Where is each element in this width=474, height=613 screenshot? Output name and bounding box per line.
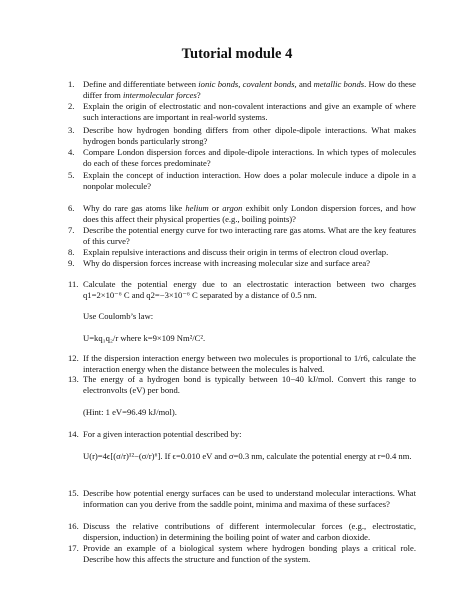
question-text: Describe the potential energy curve for two interacting rare gas atoms. What are the key features of this curve? xyxy=(83,225,416,246)
question-number: 4. xyxy=(68,147,75,157)
question-14 xyxy=(68,429,416,440)
question-number: 11. xyxy=(68,279,79,289)
question-12 xyxy=(68,353,416,374)
text-run: . How do these differ from xyxy=(83,79,416,100)
question-number: 5. xyxy=(68,170,75,180)
question-text: Why do dispersion forces increase with increasing molecular size and surface area? xyxy=(83,258,371,268)
question-text: Explain repulsive interactions and discuss their origin in terms of electron cloud overlap. xyxy=(83,247,389,257)
page-title: Tutorial module 4 xyxy=(181,46,293,62)
emphasis-text: helium xyxy=(185,203,209,213)
question-17 xyxy=(68,543,416,564)
question-text: If the dispersion interaction energy between two molecules is proportional to 1/r6, calculate the interaction energy when the distance between the molecules is halved. xyxy=(83,353,416,374)
text-run: Why do rare gas atoms like xyxy=(83,203,186,213)
question-text: Explain the origin of electrostatic and non-covalent interactions and give an example of where such interactions are important in real-world systems. xyxy=(83,101,416,122)
text-run: and xyxy=(296,79,314,89)
question-number: 9. xyxy=(68,258,75,268)
question-2 xyxy=(68,101,416,122)
text-run: or xyxy=(208,203,223,213)
question-15 xyxy=(68,488,416,509)
question-4 xyxy=(68,147,416,168)
question-number: 7. xyxy=(68,225,75,235)
question-13-hint: (Hint: 1 eV=96.49 kJ/mol). xyxy=(83,407,177,417)
question-11-note: Use Coulomb’s law: xyxy=(83,311,154,321)
question-number: 12. xyxy=(68,353,79,363)
question-number: 2. xyxy=(68,101,75,111)
question-3 xyxy=(68,125,416,146)
question-14-formula: U(r)=4ϵ[(σ/r)¹²−(σ/r)⁶]. If ϵ=0.010 eV and σ=0.3 nm, calculate the potential energy at r=0.4 nm. xyxy=(83,451,412,461)
emphasis-text: ionic bonds, covalent bonds, xyxy=(198,79,297,89)
question-number: 3. xyxy=(68,125,75,135)
question-text: For a given interaction potential described by: xyxy=(83,429,242,439)
question-9 xyxy=(68,258,416,269)
question-text: Provide an example of a biological system where hydrogen bonding plays a critical role. Describe how this affects the structure and function of the system. xyxy=(83,543,416,564)
question-7 xyxy=(68,225,416,246)
question-11-formula: U=kq₁q₂/r where k=9×109 Nm²/C². xyxy=(83,333,206,343)
question-1 xyxy=(68,79,416,100)
question-text: Describe how potential energy surfaces can be used to understand molecular interactions. What information can you derive from the saddle point, minima and maxima of these surfaces? xyxy=(83,488,416,509)
question-text: The energy of a hydrogen bond is typically between 10−40 kJ/mol. Convert this range to electronvolts (eV) per bond. xyxy=(83,374,416,395)
question-number: 15. xyxy=(68,488,79,498)
emphasis-text: argon xyxy=(222,203,243,213)
emphasis-text: metallic bonds xyxy=(313,79,365,89)
question-number: 8. xyxy=(68,247,75,257)
question-text: Discuss the relative contributions of different intermolecular forces (e.g., electrostatic, dispersion, induction) in determining the boiling point of water and carbon dioxide. xyxy=(83,521,416,542)
question-11 xyxy=(68,279,416,300)
question-text: Calculate the potential energy due to an electrostatic interaction between two charges q1=2×10⁻⁶ C and q2=−3×10⁻⁶ C separated by a distance of 0.5 nm. xyxy=(83,279,416,300)
question-text xyxy=(83,79,416,100)
question-number: 14. xyxy=(68,429,79,439)
question-text: Explain the concept of induction interaction. How does a polar molecule induce a dipole in a nonpolar molecule? xyxy=(83,170,416,191)
question-number: 6. xyxy=(68,203,75,213)
question-8 xyxy=(68,247,416,258)
question-5 xyxy=(68,170,416,191)
question-text: Describe how hydrogen bonding differs from other dipole-dipole interactions. What makes hydrogen bonds particularly strong? xyxy=(83,125,416,146)
question-number: 1. xyxy=(68,79,75,89)
question-16 xyxy=(68,521,416,542)
text-run: exhibit only London dispersion forces, and how does this affect their physical properties (e.g., boiling points)? xyxy=(83,203,416,224)
question-text: Compare London dispersion forces and dipole-dipole interactions. In which types of molecules do each of these forces predominate? xyxy=(83,147,416,168)
question-13 xyxy=(68,374,416,395)
question-text xyxy=(83,203,416,224)
question-number: 16. xyxy=(68,521,79,531)
text-run: Define and differentiate between xyxy=(83,79,199,89)
text-run: ? xyxy=(196,89,201,100)
question-number: 13. xyxy=(68,374,79,384)
emphasis-text: intermolecular forces xyxy=(122,89,197,100)
question-6 xyxy=(68,203,416,224)
question-number: 17. xyxy=(68,543,79,553)
